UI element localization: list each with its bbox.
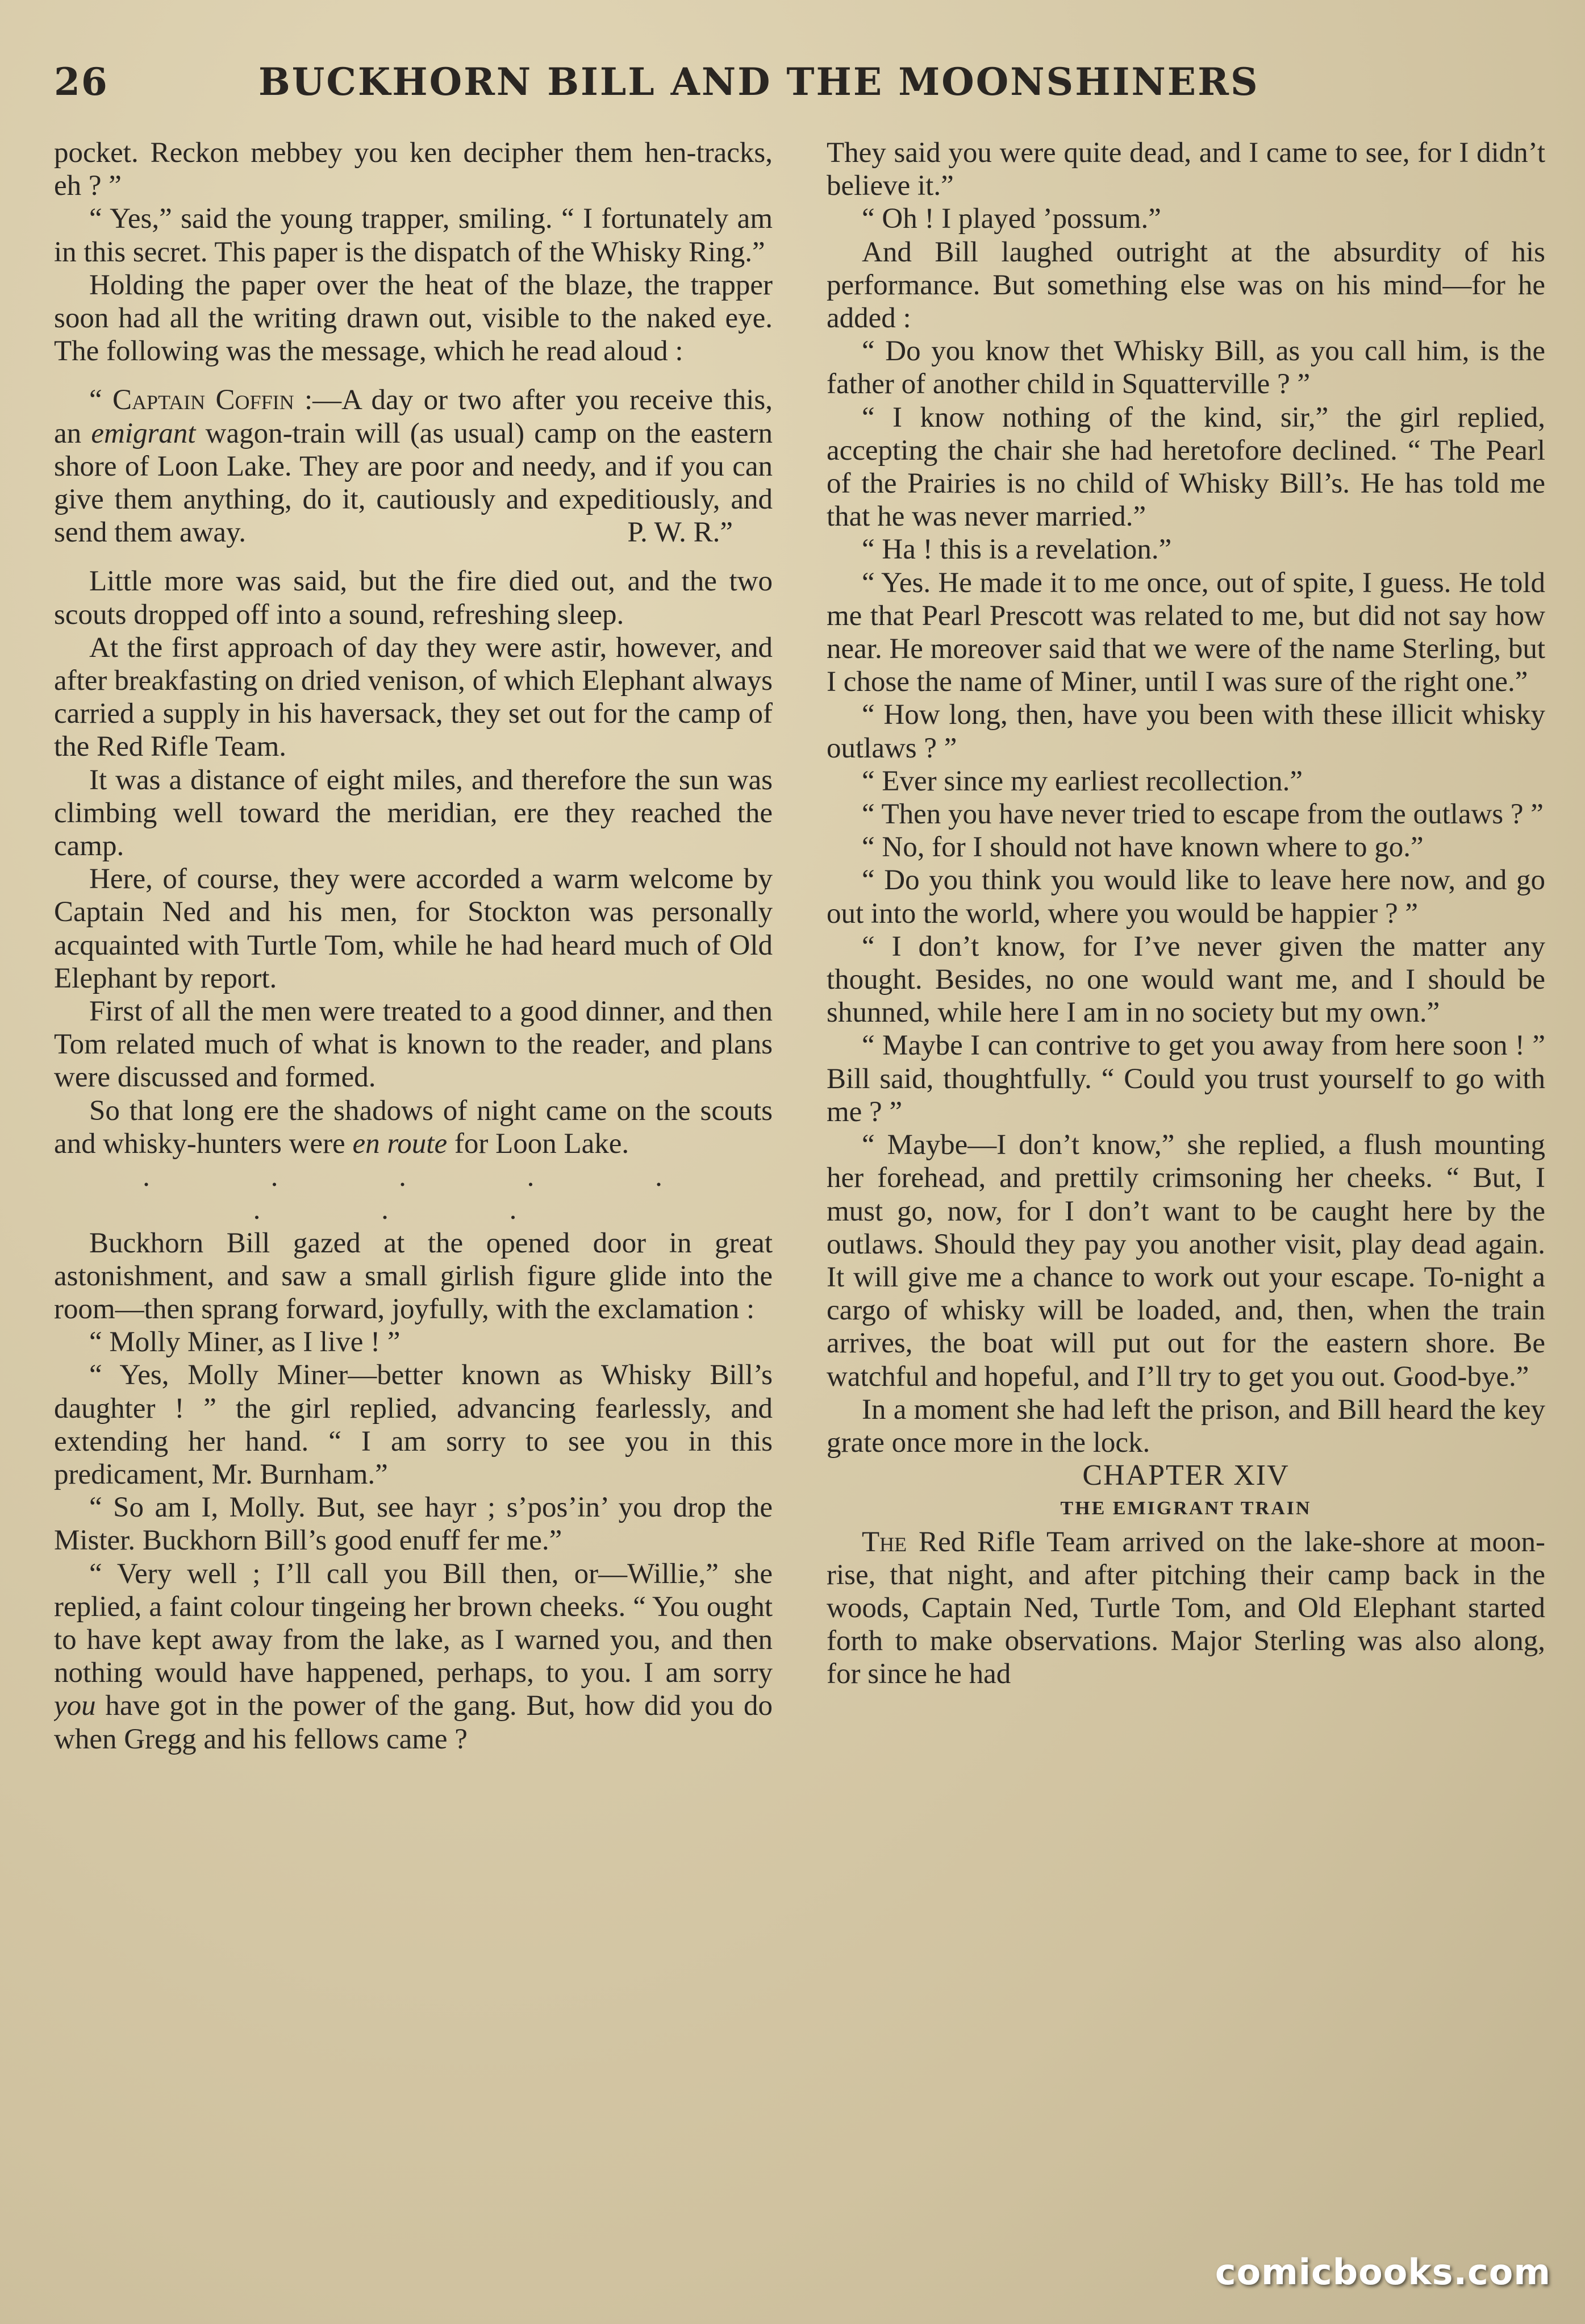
paragraph: “ Oh ! I played ’possum.”: [862, 203, 1161, 235]
paragraph-text: “ Very well ; I’ll call you Bill then, or—Willie,” she replied, a faint colour tingeing her brown cheeks. “ You ought to have kept away from the lake, as I warned you, and then nothing would have happened, perhaps, to you. I am sorry: [54, 1557, 773, 1689]
paragraph: They said you were quite dead, and I came to see, for I didn’t believe it.”: [827, 137, 1545, 202]
paragraph: Here, of course, they were accorded a warm welcome by Captain Ned and his men, for Stockton was personally acquainted with Turtle Tom, while he had heard much of Old Elephant by report.: [54, 863, 773, 994]
letter-open-quote: “: [89, 384, 113, 417]
paragraph: In a moment she had left the prison, and Bill heard the key grate once more in the lock.: [827, 1393, 1545, 1459]
paragraph: “ Maybe I can contrive to get you away from here soon ! ” Bill said, thoughtfully. “ Could you trust yourself to go with me ? ”: [827, 1030, 1545, 1128]
running-title: BUCKHORN BILL AND THE MOONSHINERS: [258, 60, 1259, 104]
paragraph: pocket. Reckon mebbey you ken decipher them hen-tracks, eh ? ”: [54, 137, 773, 202]
paragraph: It was a distance of eight miles, and therefore the sun was climbing well toward the meridian, ere they reached the camp.: [54, 764, 773, 863]
paragraph: And Bill laughed outright at the absurdity of his performance. But something else was on his mind—for he added :: [827, 236, 1545, 335]
page-header: [54, 54, 1531, 116]
page-number: 26: [54, 60, 109, 104]
paragraph: Little more was said, but the fire died out, and the two scouts dropped off into a sound, refreshing sleep.: [54, 565, 773, 631]
paragraph-text: Red Rifle Team arrived on the lake-shore at moon-rise, that night, and after pitching their camp back in the woods, Captain Ned, Turtle Tom, and Old Elephant started forth to make observations. Major Sterling was also along, for since he had: [827, 1526, 1545, 1690]
paragraph: “ Yes. He made it to me once, out of spite, I guess. He told me that Pearl Prescott was related to me, but did not say how near. He moreover said that we were of the name Sterling, but I chose the name of Miner, until I was sure of the right one.”: [827, 567, 1545, 698]
paragraph: At the first approach of day they were astir, however, and after breakfasting on dried venison, of which Elephant always carried a supply in his haversack, they set out for the camp of the Red Rifle Team.: [54, 631, 773, 763]
paragraph: First of all the men were treated to a good dinner, and then Tom related much of what is known to the reader, and plans were discussed and formed.: [54, 996, 773, 1094]
paragraph: “ Yes, Molly Miner—better known as Whisky Bill’s daughter ! ” the girl replied, advancing fearlessly, and extending her hand. “ I am sorry to see you in this predicament, Mr. Burnham.”: [54, 1359, 773, 1490]
letter-emphasis: emigrant: [91, 417, 196, 449]
chapter-lead-word: The: [862, 1526, 907, 1558]
paragraph-text: have got in the power of the gang. But, how did you do when Gregg and his fellows came ?: [54, 1690, 773, 1755]
paragraph: “ Molly Miner, as I live ! ”: [89, 1326, 401, 1359]
paragraph-text: So that long ere the shadows of night came on the scouts and whisky-hunters were: [54, 1094, 773, 1160]
left-column: [54, 136, 773, 2239]
paragraph: “ How long, then, have you been with these illicit whisky outlaws ? ”: [827, 699, 1545, 764]
right-column: [827, 136, 1545, 2239]
paragraph: Buckhorn Bill gazed at the opened door in great astonishment, and saw a small girlish figure glide into the room—then sprang forward, joyfully, with the exclamation :: [54, 1227, 773, 1325]
paragraph: “ Do you think you would like to leave here now, and go out into the world, where you would be happier ? ”: [827, 864, 1545, 930]
paragraph-emphasis: en route: [352, 1127, 448, 1160]
paragraph-emphasis: you: [54, 1690, 96, 1722]
letter-addressee: Captain Coffin: [112, 384, 294, 417]
dispatch-letter: [54, 384, 773, 549]
watermark-logo: comicbooks.com: [1215, 2251, 1551, 2293]
chapter-title: CHAPTER XIV: [1082, 1459, 1290, 1492]
paragraph: Holding the paper over the heat of the blaze, the trapper soon had all the writing drawn out, visible to the naked eye. The following was the message, which he read aloud :: [54, 269, 773, 368]
section-break: . . . . . . . .: [143, 1161, 719, 1226]
paragraph: [54, 1557, 773, 1756]
letter-text: wagon-train will (as usual) camp on the eastern shore of Loon Lake. They are poor and needy, and if you can give them anything, do it, cautiously and expeditiously, and send them away.: [54, 417, 773, 549]
paragraph: “ I don’t know, for I’ve never given the matter any thought. Besides, no one would want me, and I should be shunned, while here I am in no society but my own.”: [827, 930, 1545, 1029]
paragraph: [54, 1094, 773, 1160]
letter-signature: P. W. R.”: [627, 517, 733, 549]
paragraph: “ Ha ! this is a revelation.”: [862, 534, 1172, 566]
paragraph: “ Maybe—I don’t know,” she replied, a flush mounting her forehead, and prettily crimsoning her cheeks. “ But, I must go, now, for I don’t want to be caught here by the outlaws. Should they pay you another visit, play dead again. It will give me a chance to work out your escape. To-night a cargo of whisky will be loaded, and, then, when the train arrives, the boat will put out for the eastern shore. Be watchful and hopeful, and I’ll try to get you out. Good-bye.”: [827, 1129, 1545, 1393]
paragraph: “ No, for I should not have known where to go.”: [862, 831, 1424, 864]
paragraph: “ Ever since my earliest recollection.”: [862, 765, 1303, 797]
paragraph-text: for Loon Lake.: [447, 1127, 629, 1160]
paragraph: “ Do you know thet Whisky Bill, as you call him, is the father of another child in Squatterville ? ”: [827, 335, 1545, 401]
chapter-subtitle: THE EMIGRANT TRAIN: [1060, 1498, 1312, 1519]
paragraph: “ I know nothing of the kind, sir,” the girl replied, accepting the chair she had heretofore declined. “ The Pearl of the Prairies is no child of Whisky Bill’s. He has told me that he was never married.”: [827, 401, 1545, 533]
letter-text: :—A day or two after you receive this, an: [54, 384, 773, 449]
paragraph: “ Yes,” said the young trapper, smiling. “ I fortunately am in this secret. This paper is the dispatch of the Whisky Ring.”: [54, 203, 773, 268]
paragraph: “ So am I, Molly. But, see hayr ; s’pos’in’ you drop the Mister. Buckhorn Bill’s good enuff fer me.”: [54, 1492, 773, 1557]
paragraph: [827, 1526, 1545, 1691]
paragraph: “ Then you have never tried to escape from the outlaws ? ”: [862, 798, 1544, 831]
